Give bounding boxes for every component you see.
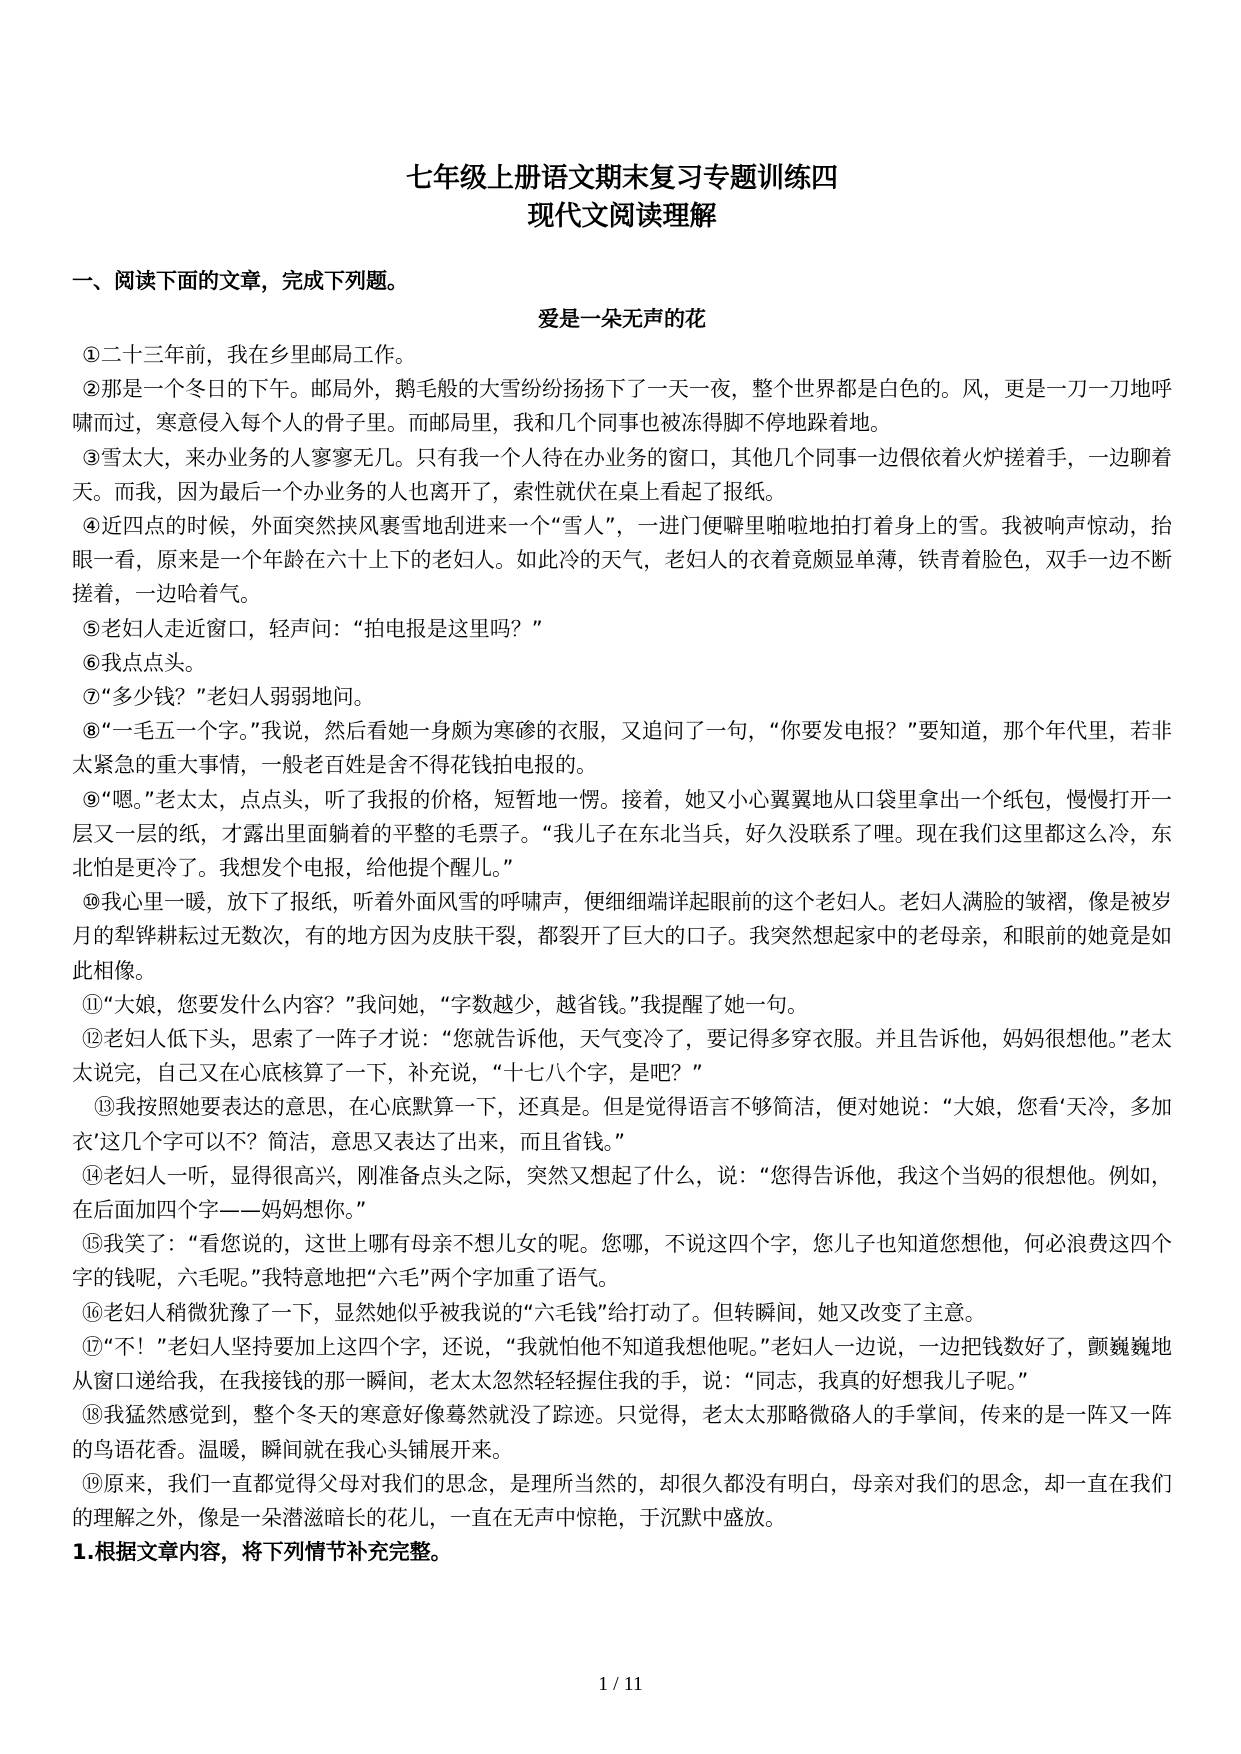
- document-content: [72, 160, 1172, 1569]
- question-1: 1.根据文章内容，将下列情节补充完整。: [72, 1540, 452, 1565]
- paragraph-8: ⑧“一毛五一个字。”我说，然后看她一身颇为寒碜的衣服，又追问了一句，“你要发电报？”要知道，那个年代里，若非太紧急的重大事情，一般老百姓是舍不得花钱拍电报的。: [72, 719, 1172, 778]
- paragraph-12: ⑫老妇人低下头，思索了一阵子才说：“您就告诉他，天气变冷了，要记得多穿衣服。并且告诉他，妈妈很想他。”老太太说完，自己又在心底核算了一下，补充说，“十七八个字，是吧？”: [72, 1027, 1172, 1086]
- article-title: 爱是一朵无声的花: [538, 307, 706, 331]
- paragraph-16: ⑯老妇人稍微犹豫了一下，显然她似乎被我说的“六毛钱”给打动了。但转瞬间，她又改变了主意。: [82, 1300, 986, 1325]
- paragraph-18: ⑱我猛然感觉到，整个冬天的寒意好像蓦然就没了踪迹。只觉得，老太太那略微硌人的手掌间，传来的是一阵又一阵的鸟语花香。温暖，瞬间就在我心头铺展开来。: [72, 1403, 1172, 1462]
- paragraph-14: ⑭老妇人一听，显得很高兴，刚准备点头之际，突然又想起了什么，说：“您得告诉他，我这个当妈的很想他。例如，在后面加四个字——妈妈想你。”: [72, 1163, 1172, 1223]
- paragraph-5: ⑤老妇人走近窗口，轻声问：“拍电报是这里吗？”: [82, 616, 543, 641]
- paragraph-9: ⑨“嗯。”老太太，点点头，听了我报的价格，短暂地一愣。接着，她又小心翼翼地从口袋里拿出一个纸包，慢慢打开一层又一层的纸，才露出里面躺着的平整的毛票子。“我儿子在东北当兵，好久没联系了哩。现在我们这里都这么冷，东北怕是更冷了。我想发个电报，给他提个醒儿。”: [72, 787, 1172, 881]
- paragraph-11: ⑪“大娘，您要发什么内容？”我问她，“字数越少，越省钱。”我提醒了她一句。: [82, 992, 809, 1017]
- section-heading: 一、阅读下面的文章，完成下列题。: [72, 269, 408, 293]
- paragraph-2: ②那是一个冬日的下午。邮局外，鹅毛般的大雪纷纷扬扬下了一天一夜，整个世界都是白色的。风，更是一刀一刀地呼啸而过，寒意侵入每个人的骨子里。而邮局里，我和几个同事也被冻得脚不停地跺着地。: [72, 377, 1172, 436]
- paragraph-19: ⑲原来，我们一直都觉得父母对我们的思念，是理所当然的，却很久都没有明白，母亲对我们的思念，却一直在我们的理解之外，像是一朵潜滋暗长的花儿，一直在无声中惊艳，于沉默中盛放。: [72, 1471, 1172, 1530]
- page-number: 1 / 11: [598, 1673, 643, 1695]
- document-title: 七年级上册语文期末复习专题训练四: [406, 163, 838, 194]
- paragraph-1: ①二十三年前，我在乡里邮局工作。: [82, 343, 416, 367]
- paragraph-7: ⑦“多少钱？”老妇人弱弱地问。: [82, 685, 375, 710]
- document-subtitle: 现代文阅读理解: [527, 201, 717, 232]
- paragraph-15: ⑮我笑了：“看您说的，这世上哪有母亲不想儿女的呢。您哪，不说这四个字，您儿子也知道您想他，何必浪费这四个字的钱呢，六毛呢。”我特意地把“六毛”两个字加重了语气。: [72, 1232, 1172, 1291]
- paragraph-3: ③雪太大，来办业务的人寥寥无几。只有我一个人待在办业务的窗口，其他几个同事一边偎依着火炉搓着手，一边聊着天。而我，因为最后一个办业务的人也离开了，索性就伏在桌上看起了报纸。: [72, 445, 1172, 504]
- paragraph-6: ⑥我点点头。: [82, 650, 206, 675]
- paragraph-10: ⑩我心里一暖，放下了报纸，听着外面风雪的呼啸声，便细细端详起眼前的这个老妇人。老妇人满脸的皱褶，像是被岁月的犁铧耕耘过无数次，有的地方因为皮肤干裂，都裂开了巨大的口子。我突然想起家中的老母亲，和眼前的她竟是如此相像。: [72, 890, 1172, 983]
- paragraph-17: ⑰“不！”老妇人坚持要加上这四个字，还说，“我就怕他不知道我想他呢。”老妇人一边说，一边把钱数好了，颤巍巍地从窗口递给我，在我接钱的那一瞬间，老太太忽然轻轻握住我的手，说：“同志，我真的好想我儿子呢。”: [72, 1334, 1172, 1394]
- paragraph-13: ⑬我按照她要表达的意思，在心底默算一下，还真是。但是觉得语言不够简洁，便对她说：“大娘，您看‘天冷，多加衣’这几个字可以不？简洁，意思又表达了出来，而且省钱。”: [72, 1095, 1172, 1154]
- paragraph-4: ④近四点的时候，外面突然挟风裹雪地刮进来一个“雪人”，一进门便噼里啪啦地拍打着身上的雪。我被响声惊动，抬眼一看，原来是一个年龄在六十上下的老妇人。如此冷的天气，老妇人的衣着竟颇显单薄，铁青着脸色，双手一边不断搓着，一边哈着气。: [72, 514, 1172, 607]
